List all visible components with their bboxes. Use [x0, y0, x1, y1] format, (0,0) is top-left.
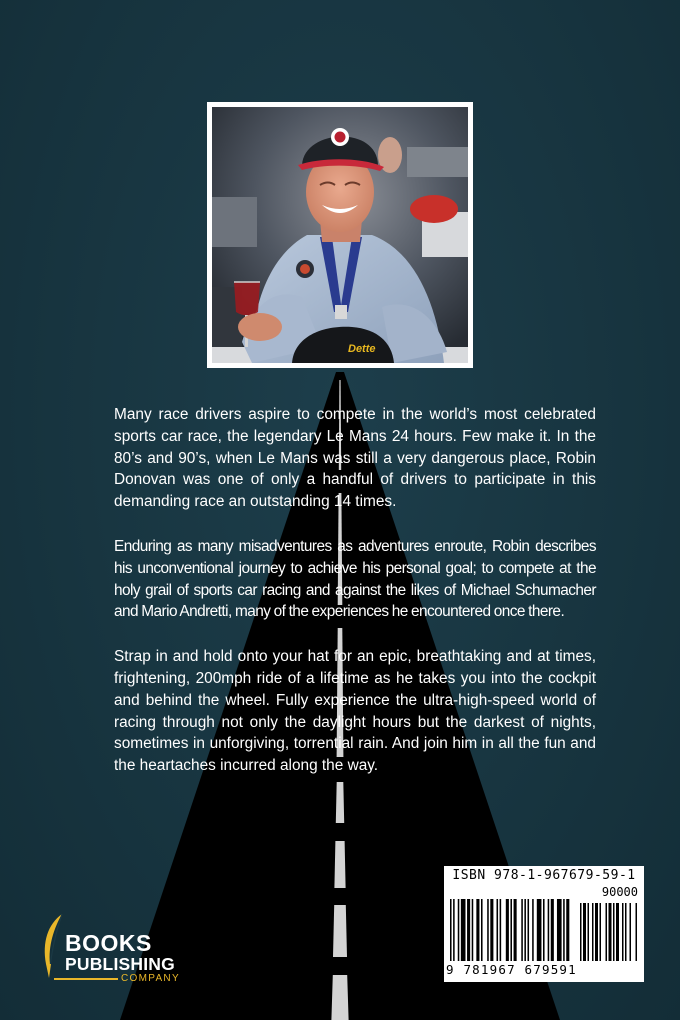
- barcode-addon-bar: [592, 903, 594, 961]
- ean-digits: 9 781967 679591: [446, 962, 577, 977]
- barcode-bar: [490, 899, 493, 961]
- barcode-bar: [506, 899, 509, 961]
- barcode-bar: [551, 899, 554, 961]
- author-photo-frame: [207, 102, 473, 368]
- logo-underline: [54, 978, 118, 980]
- barcode-bar: [487, 899, 489, 961]
- publisher-logo: [38, 912, 198, 988]
- barcode-bar: [450, 899, 452, 961]
- barcode-bar: [521, 899, 523, 961]
- barcode-bar: [481, 899, 483, 961]
- barcode-bar: [563, 899, 565, 961]
- barcode-bar: [472, 899, 474, 961]
- barcode-bar: [543, 899, 545, 961]
- barcode-addon-bar: [609, 903, 612, 961]
- barcode-addon-bar: [616, 903, 619, 961]
- author-photo: [212, 107, 468, 363]
- barcode-addon-bar: [630, 903, 632, 961]
- blurb-paragraph-1: Many race drivers aspire to compete in the world’s most celebrated sports car race, the legendary Le Mans 24 hours. Few make it. In the 80’s and 90’s, when Le Mans was still a very dangerous place, Robin Donovan was one of only a handful of drivers to participate in this demanding race an outstanding 14 times.: [114, 406, 596, 511]
- barcode-bar: [458, 899, 460, 961]
- price-code: 90000: [601, 885, 638, 899]
- barcode-bar: [566, 899, 569, 961]
- barcode-bar: [548, 899, 550, 961]
- barcode-bar: [497, 899, 499, 961]
- barcode-bar: [500, 899, 502, 961]
- barcode-addon-bar: [636, 903, 638, 961]
- isbn-barcode: [444, 866, 644, 982]
- blurb-paragraph-3: Strap in and hold onto your hat for an epic, breathtaking and at times, frightening, 200mph ride of a lifetime as he takes you into the cockpit and behind the wheel. Fully experience the ultra-high-speed world of racing through not only the daylight hours but the darkest of nights, sometimes in unforgiving, torrential rain. And join him in all the fun and the heartaches incurred along the way.: [114, 648, 596, 775]
- barcode-addon-bar: [613, 903, 615, 961]
- barcode-bar: [557, 899, 562, 961]
- barcode-addon-bar: [580, 903, 582, 961]
- barcode-bar: [532, 899, 534, 961]
- barcode-bar: [528, 899, 530, 961]
- barcode-bar: [453, 899, 455, 961]
- barcode-bar: [514, 899, 517, 961]
- logo-company-text: COMPANY: [121, 973, 180, 984]
- barcode-addon-bar: [625, 903, 627, 961]
- logo-books-text: BOOKS: [65, 930, 152, 956]
- barcode-bar: [537, 899, 542, 961]
- barcode-addon-bar: [588, 903, 590, 961]
- barcode-addon-bar: [606, 903, 608, 961]
- isbn-number: ISBN 978-1-967679-59-1: [452, 868, 636, 883]
- barcode-addon-bar: [595, 903, 598, 961]
- barcode-bars: [450, 899, 638, 961]
- barcode-bar: [510, 899, 512, 961]
- back-cover-blurb: [114, 404, 596, 800]
- hat-text: Dette: [348, 343, 376, 355]
- logo-publishing-text: PUBLISHING: [65, 954, 175, 974]
- barcode-addon-bar: [622, 903, 624, 961]
- barcode-bar: [467, 899, 470, 961]
- barcode-bar: [461, 899, 466, 961]
- blurb-paragraph-2: Enduring as many misadventures as adventures enroute, Robin describes his unconventional journey to achieve his personal goal; to compete at the holy grail of sports car racing and against the likes of Michael Schumacher and Mario Andretti, many of the experiences he encountered once there.: [114, 537, 596, 621]
- barcode-bar: [524, 899, 526, 961]
- barcode-addon-bar: [583, 903, 586, 961]
- barcode-addon-bar: [600, 903, 602, 961]
- quill-pen-icon: [38, 912, 68, 980]
- barcode-bar: [476, 899, 479, 961]
